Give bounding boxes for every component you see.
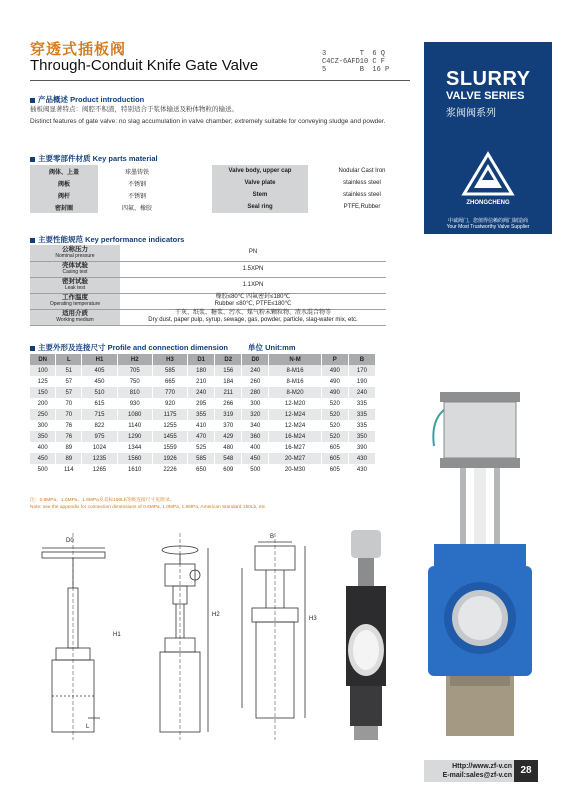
page-number: 28	[514, 760, 538, 782]
brand-slogan-cn: 中诚阀门，您值得信赖的阀门制造商	[447, 218, 528, 224]
drawing-pneumatic	[242, 533, 305, 740]
perf-value: PN	[120, 245, 386, 261]
table-row: 100 51 405 705 585 180 156 240 8-M16 490 170	[30, 365, 376, 376]
perf-label: 壳体试验 Casing test	[30, 261, 120, 277]
brand-slogan	[424, 218, 552, 230]
part-value: 四氟、橡胶	[121, 205, 152, 212]
part-label: 阀板	[30, 177, 98, 189]
model-code: 3 T 6 Q C4CZ-6AFD10 C F 5 B 16 P	[322, 50, 390, 74]
dimensions-table	[30, 354, 376, 475]
drawing-electric-actuator	[160, 533, 208, 740]
part-value: PTFE,Rubber	[343, 204, 381, 210]
valve-photo-blue	[420, 386, 540, 756]
part-label: 阀杆	[30, 189, 98, 201]
perf-value: 干灰、纸浆、糖浆、污水、煤气粉末颗粒物、渣水混合物等 Dry dust, paper pulp, syrup, sewage, gas, powder, particle, slag-water mix, etc.	[120, 309, 386, 325]
table-row: 500 114 1265 1610 2226 650 609 500 20-M30 605 430	[30, 464, 376, 475]
table-row: 250 70 715 1080 1175 355 319 320 12-M24 520 335	[30, 409, 376, 420]
perf-label: 工作温度 Operating temperature	[30, 293, 120, 309]
label-d0: D0	[66, 538, 74, 544]
part-value: stainless steel	[343, 192, 381, 198]
part-value: Nodular Cast Iron	[338, 168, 386, 174]
perf-value: 1.1XPN	[120, 277, 386, 293]
valve-photo-black	[336, 530, 396, 750]
part-value: 球墨铸铁	[124, 169, 149, 176]
table-row: 400 89 1024 1344 1559 525 480 400 16-M27 605 390	[30, 442, 376, 453]
perf-label: 密封试验 Leak test	[30, 277, 120, 293]
label-b: B	[270, 534, 275, 540]
brand-logo-icon	[460, 150, 516, 206]
brand-panel	[424, 42, 552, 234]
table-header-row: DN L H1 H2 H3 D1 D2 D0 N-M P B	[30, 354, 376, 365]
part-value: stainless steel	[343, 180, 381, 186]
label-h3: H3	[309, 616, 317, 622]
dimensions-heading: 主要外形及连接尺寸 Profile and connection dimension 单位 Unit:mm	[30, 342, 296, 353]
table-row: 450 89 1235 1560 1926 585 548 450 20-M27 605 430	[30, 453, 376, 464]
page-title-cn: 穿透式插板阀	[30, 41, 127, 58]
perf-value: 1.5XPN	[120, 261, 386, 277]
performance-heading: 主要性能规范 Key performance indicators	[30, 234, 184, 245]
part-label: Valve body, upper cap	[212, 165, 308, 177]
dimension-note-cn: 注：0.6MPa、1.0MPa、1.6MPa及美标150Lb等级连接尺寸见附录。	[30, 498, 175, 503]
technical-drawings	[30, 528, 320, 753]
intro-heading: 产品概述 Product introduction	[30, 94, 144, 105]
page-title-en: Through-Conduit Knife Gate Valve	[30, 57, 259, 74]
label-h2: H2	[212, 612, 220, 618]
footer-email-link[interactable]: E-mail:sales@zf-v.cn	[442, 772, 512, 779]
brand-series-cn: 浆阀阀系列	[446, 108, 496, 119]
label-h1: H1	[113, 632, 121, 638]
drawing-handwheel-front	[42, 533, 105, 740]
footer-url-link[interactable]: Http://www.zf-v.cn	[452, 763, 512, 770]
table-row: 150 57 510 810 770 240 211 280 8-M20 490 240	[30, 387, 376, 398]
label-l: L	[86, 724, 90, 730]
brand-valve-series: VALVE SERIES	[446, 90, 525, 102]
brand-logo-text: ZHONGCHENG	[466, 200, 510, 206]
part-label: 阀体、上盖	[30, 165, 98, 177]
part-label: Valve plate	[212, 177, 308, 189]
table-row: 200 70 615 930 920 295 266 300 12-M20 520 335	[30, 398, 376, 409]
footer-contact	[404, 762, 512, 780]
brand-slurry: SLURRY	[446, 68, 531, 90]
parts-table-en	[212, 165, 416, 213]
table-row: 125 57 450 750 665 210 184 260 8-M16 490 190	[30, 376, 376, 387]
intro-text-en: Distinct features of gate valve: no slag accumulation in valve chamber; extremely suitable for conveying sludge and powder.	[30, 118, 386, 125]
intro-text-cn: 插板阀显著特点：阀腔不积渣，特别适合于浆体输送及粉体物粒的输送。	[30, 106, 238, 113]
part-label: Stem	[212, 189, 308, 201]
parts-heading: 主要零部件材质 Key parts material	[30, 153, 158, 164]
dimension-note-en: Note: see the appendix for connection dimensions of 0.6MPa, 1.0MPa, 1.6MPa, American Standard 150Lb, etc.	[30, 505, 267, 510]
part-value: 不锈钢	[127, 181, 146, 188]
parts-table-cn	[30, 165, 176, 213]
performance-table	[30, 245, 386, 326]
part-value: 不锈钢	[127, 193, 146, 200]
part-label: 密封圈	[30, 201, 98, 213]
table-row: 350 76 975 1290 1455 470 429 360 16-M24 520 350	[30, 431, 376, 442]
title-rule	[30, 80, 410, 81]
part-label: Seal ring	[212, 201, 308, 213]
perf-value: 橡胶≤80℃ 四氟密封≤180℃ Rubber ≤80℃, PTFE≤180℃	[120, 293, 386, 309]
brand-slogan-en: Your Most Trustworthy Valve Supplier	[446, 224, 530, 230]
perf-label: 公称压力 Nominal pressure	[30, 245, 120, 261]
dimensions-unit: 单位 Unit:mm	[248, 343, 296, 352]
perf-label: 适用介质 Working medium	[30, 309, 120, 325]
table-row: 300 76 822 1140 1255 410 370 340 12-M24 520 335	[30, 420, 376, 431]
